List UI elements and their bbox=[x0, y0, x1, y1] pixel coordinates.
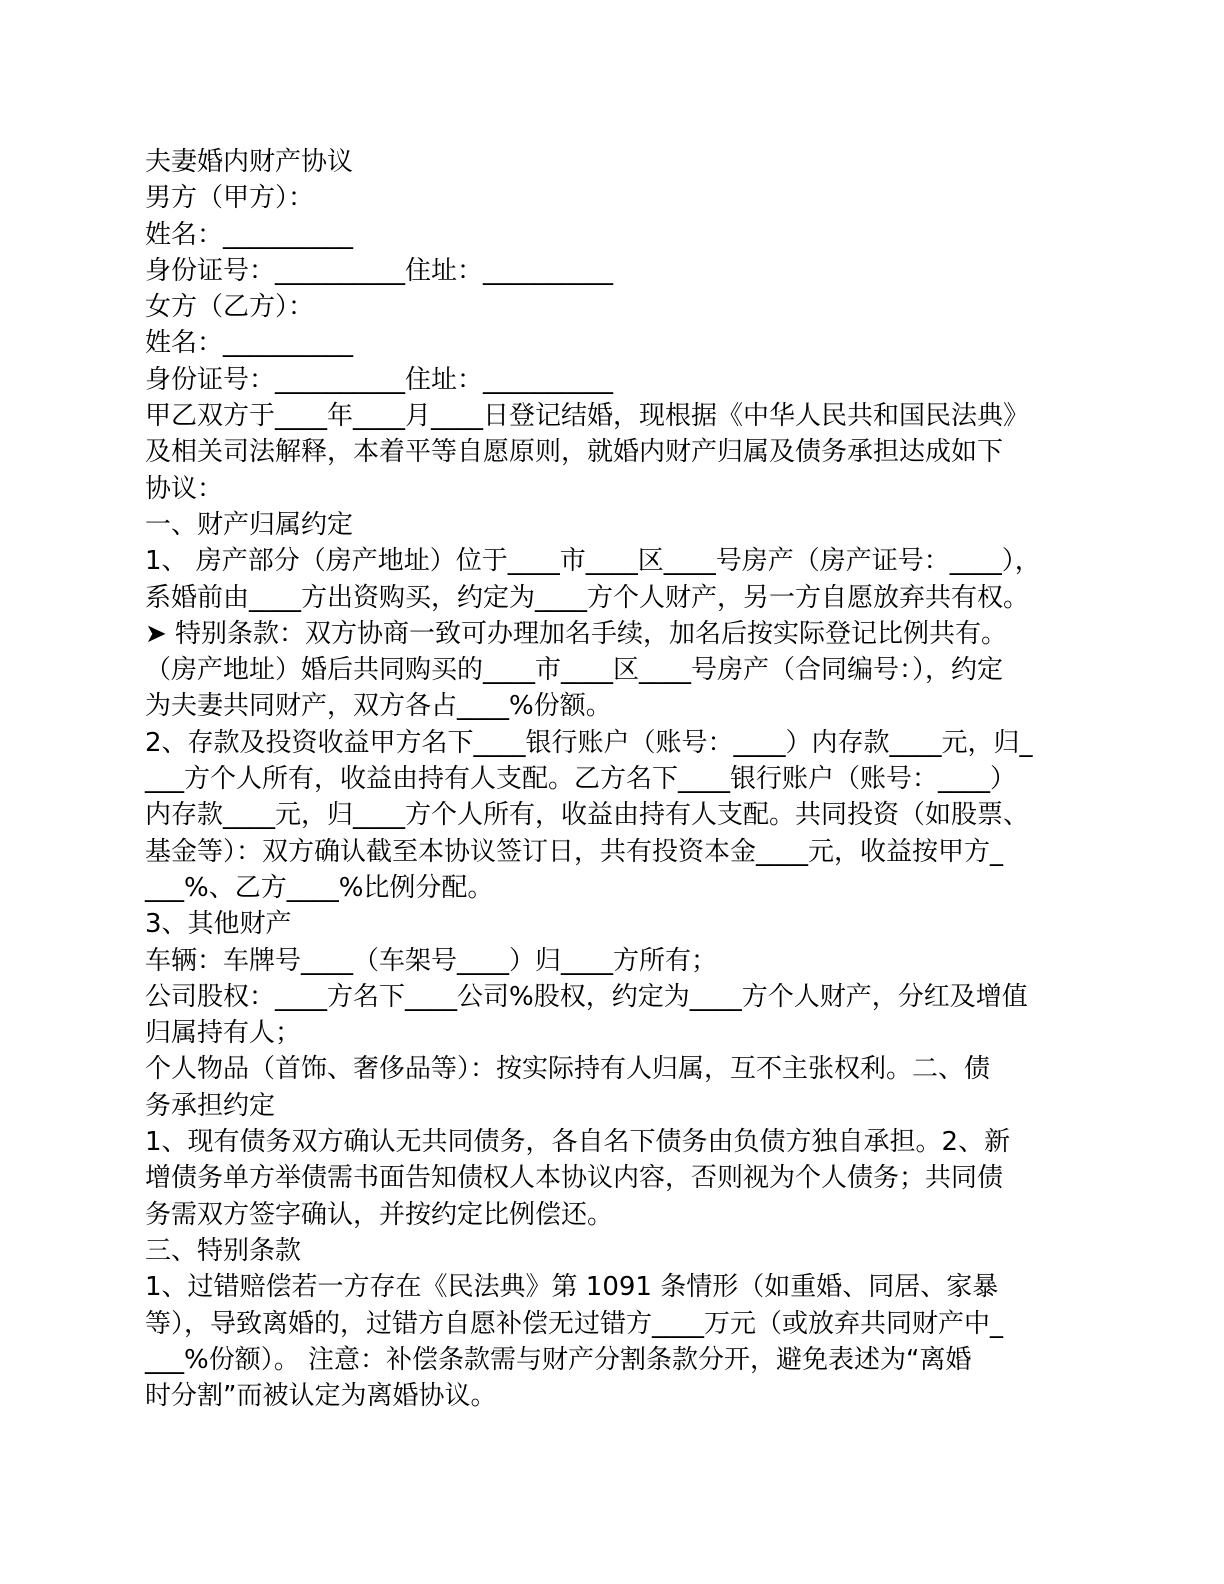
clause-line: 公司股权：____方名下____公司%股权，约定为____方个人财产，分红及增值 bbox=[145, 981, 1028, 1012]
party-a-name: 姓名：__________ bbox=[145, 219, 354, 250]
clause-line: （房产地址）婚后共同购买的____市____区____号房产（合同编号：），约定 bbox=[145, 655, 1004, 686]
clause-line: 1、过错赔偿若一方存在《民法典》第 1091 条情形（如重婚、同居、家暴 bbox=[145, 1272, 999, 1303]
special-clause-line: ➤ 特别条款：双方协商一致可办理加名手续，加名后按实际登记比例共有。 bbox=[145, 618, 1008, 649]
preamble-line: 协议： bbox=[145, 473, 224, 504]
clause-line: 归属持有人； bbox=[145, 1018, 302, 1049]
clause-line: 为夫妻共同财产，双方各占____%份额。 bbox=[145, 691, 612, 722]
clause-line: 务承担约定 bbox=[145, 1090, 276, 1121]
party-a-id-address: 身份证号：__________住址：__________ bbox=[145, 255, 614, 286]
party-b-name: 姓名：__________ bbox=[145, 328, 354, 359]
party-b-heading: 女方（乙方）： bbox=[145, 292, 315, 323]
clause-line: ___%、乙方____%比例分配。 bbox=[145, 872, 494, 903]
clause-line: 增债务单方举债需书面告知债权人本协议内容，否则视为个人债务；共同债 bbox=[145, 1163, 1004, 1194]
clause-line: 车辆：车牌号____（车架号____）归____方所有； bbox=[145, 945, 718, 976]
party-a-heading: 男方（甲方）： bbox=[145, 183, 315, 214]
preamble-line: 甲乙双方于____年____月____日登记结婚，现根据《中华人民共和国民法典》 bbox=[145, 401, 1030, 432]
document-body bbox=[145, 144, 1085, 1414]
clause-line: 1、现有债务双方确认无共同债务，各自名下债务由负债方独自承担。2、新 bbox=[145, 1127, 1011, 1158]
section-heading-property: 一、财产归属约定 bbox=[145, 509, 354, 540]
party-b-id-address: 身份证号：__________住址：__________ bbox=[145, 364, 614, 395]
clause-line: 内存款____元，归____方个人所有，收益由持有人支配。共同投资（如股票、 bbox=[145, 800, 1030, 831]
preamble-line: 及相关司法解释，本着平等自愿原则，就婚内财产归属及债务承担达成如下 bbox=[145, 437, 1004, 468]
clause-line: 2、存款及投资收益甲方名下____银行账户（账号：____）内存款____元，归_ bbox=[145, 727, 1033, 758]
section-heading-special: 三、特别条款 bbox=[145, 1235, 302, 1266]
clause-line: 1、 房产部分（房产地址）位于____市____区____号房产（房产证号：____）， bbox=[145, 546, 1041, 577]
clause-line: ___%份额）。 注意：补偿条款需与财产分割条款分开，避免表述为“离婚 bbox=[145, 1344, 972, 1375]
subsection-heading-other-property: 3、其他财产 bbox=[145, 909, 292, 940]
document-title: 夫妻婚内财产协议 bbox=[145, 147, 354, 177]
clause-line: 基金等）：双方确认截至本协议签订日，共有投资本金____元，收益按甲方_ bbox=[145, 836, 1004, 867]
clause-line: ___方个人所有，收益由持有人支配。乙方名下____银行账户（账号：____） bbox=[145, 764, 1017, 795]
clause-line: 务需双方签字确认，并按约定比例偿还。 bbox=[145, 1199, 614, 1230]
clause-line: 等），导致离婚的，过错方自愿补偿无过错方____万元（或放弃共同财产中_ bbox=[145, 1308, 1004, 1339]
clause-line: 系婚前由____方出资购买，约定为____方个人财产，另一方自愿放弃共有权。 bbox=[145, 582, 1030, 613]
clause-line: 个人物品（首饰、奢侈品等）：按实际持有人归属，互不主张权利。二、债 bbox=[145, 1054, 991, 1085]
clause-line: 时分割”而被认定为离婚协议。 bbox=[145, 1381, 497, 1412]
